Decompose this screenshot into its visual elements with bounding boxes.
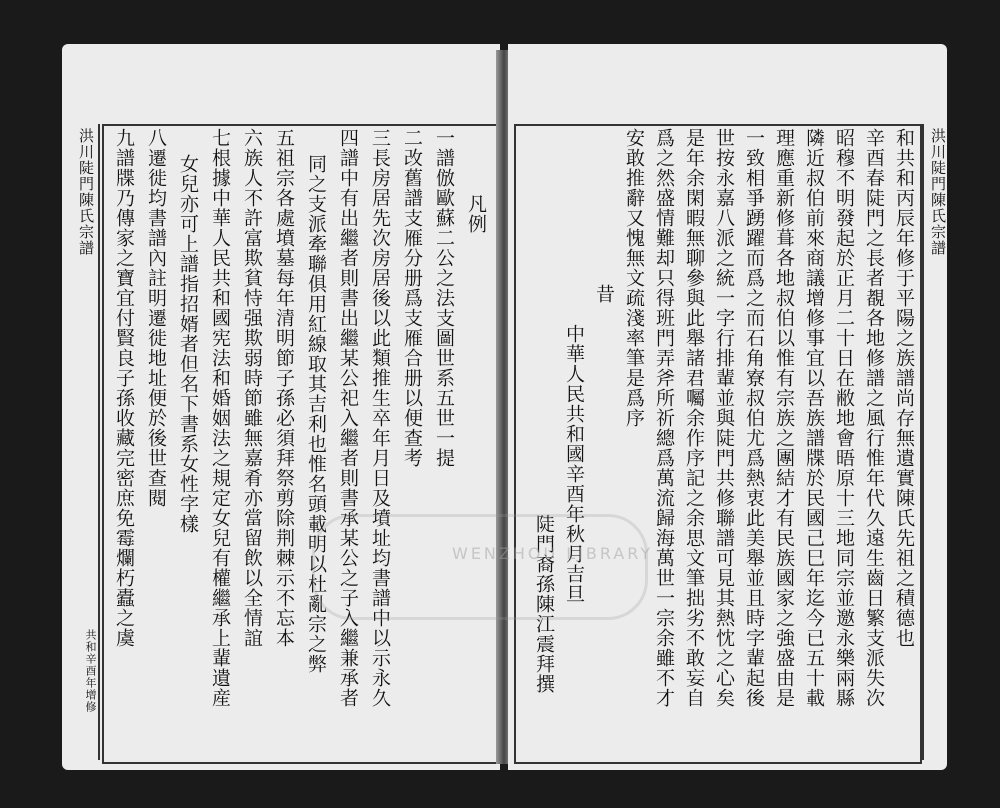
- preface-column: 昭穆不明發起於正月二十日在敝地會晤原十三地同宗並邀永樂兩縣: [833, 128, 855, 708]
- right-spine-title: 洪川陡門陳氏宗譜: [929, 128, 947, 256]
- rule-item: 六族人不許富欺貧恃强欺弱時節雖無嘉肴亦當留飲以全情誼: [241, 128, 263, 648]
- open-book: [62, 44, 947, 770]
- preface-column: 爲之然盛情難却只得班門弄斧所祈總爲萬流歸海萬世一宗余雖不才: [653, 128, 675, 708]
- date-label: 昔: [593, 284, 615, 304]
- preface-column: 是年余閑暇無聊參與此舉諸君囑余作序記之余思文筆拙劣不敢妄自: [683, 128, 705, 708]
- preface-column: 辛酉春陡門之長者覩各地修譜之風行惟年代久遠生齒日繁支派失次: [863, 128, 885, 708]
- rule-item: 二改舊譜支雁分册爲支雁合册以便查考: [401, 128, 423, 468]
- preface-column: 世按永嘉八派之統一字行排輩並與陡門共修聯譜可見其熱忱之心矣: [713, 128, 735, 708]
- rule-item: 九譜牒乃傳家之寶宜付賢良子孫收藏完密庶免霉爛朽蠹之虞: [113, 128, 135, 648]
- preface-column: 和共和丙辰年修于平陽之族譜尚存無遺實陳氏先祖之積德也: [893, 128, 915, 648]
- preface-column: 一致相爭踴躍而爲之而石角寮叔伯尤爲熱衷此美舉並且時字輩起後: [743, 128, 765, 708]
- library-seal-watermark: [312, 514, 648, 620]
- rule-item: 一譜倣歐蘇二公之法支圖世系五世一提: [433, 128, 455, 468]
- preface-author: 陡門裔孫陳江震拜撰: [533, 514, 555, 694]
- left-spine-title: 洪川陡門陳氏宗譜: [77, 128, 95, 256]
- rule-item: 同之支派牽聯俱用紅線取其吉利也惟名頭載明以杜亂宗之弊: [305, 154, 327, 674]
- section-heading: 凡例: [465, 194, 487, 234]
- preface-column: 隣近叔伯前來商議增修事宜以吾族譜牒於民國己巳年迄今已五十載: [803, 128, 825, 708]
- preface-column: 安敢推辭又愧無文疏淺率筆是爲序: [623, 128, 645, 428]
- library-watermark: WENZHOU LIBRARY: [452, 544, 654, 563]
- rule-item: 四譜中有出繼者則書出繼某公祀入繼者則書承某公之子入繼兼承者: [337, 128, 359, 708]
- preface-column: 理應重新修葺各地叔伯以惟有宗族之團結才有民族國家之強盛由是: [773, 128, 795, 708]
- left-page: [62, 44, 500, 770]
- left-footer-note: 共和辛酉年增修: [84, 629, 97, 713]
- rule-item: 七根據中華人民共和國宪法和婚姻法之規定女兒有權繼承上輩遺産: [209, 128, 231, 708]
- rule-item: 五祖宗各處墳墓每年清明節子孫必須拜祭剪除荆棘示不忘本: [273, 128, 295, 648]
- right-page: [508, 44, 947, 770]
- rule-item: 三長房居先次房居後以此類推生卒年月日及墳址均書譜中以示永久: [369, 128, 391, 708]
- rule-item: 八遷徙均書譜內註明遷徙地址便於後世查閱: [145, 128, 167, 508]
- preface-date: 中華人民共和國辛酉年秋月吉旦: [563, 324, 585, 604]
- rule-item: 女兒亦可上譜指招婿者但名下書系女性字樣: [177, 154, 199, 534]
